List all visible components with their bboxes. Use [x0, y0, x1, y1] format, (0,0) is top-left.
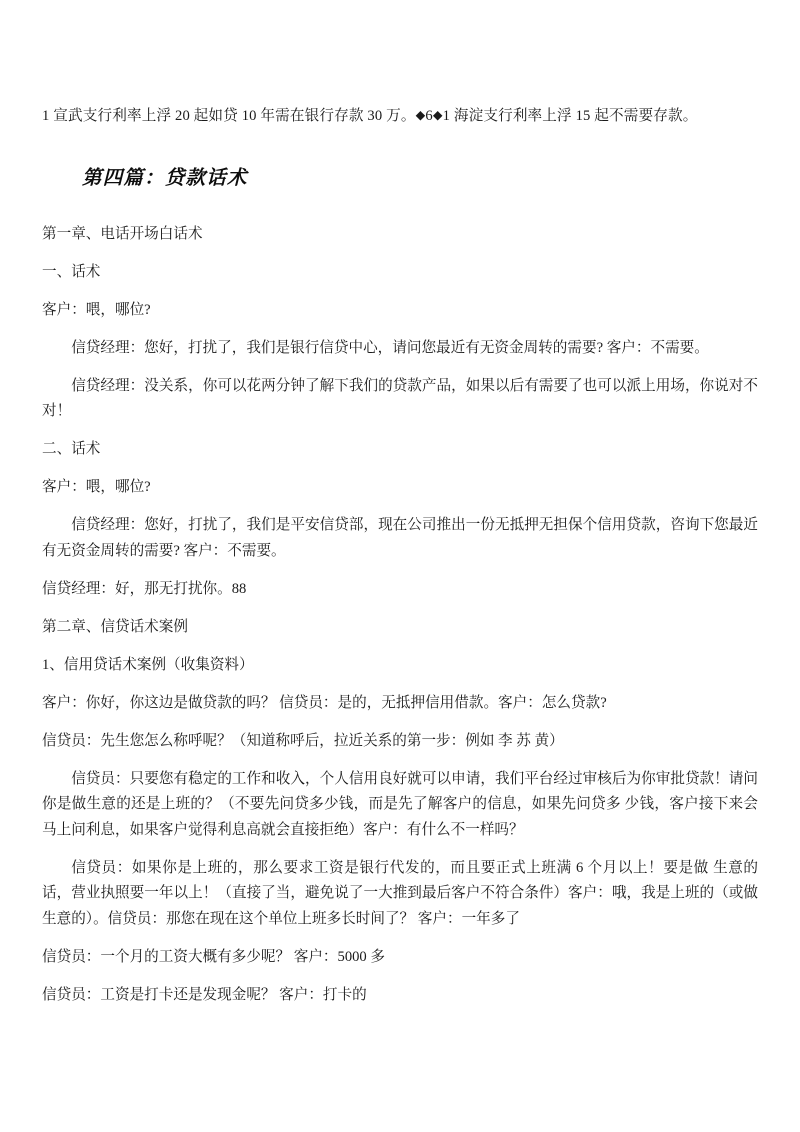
paragraph-dialogue-5: 信贷员：一个月的工资大概有多少呢？ 客户：5000 多 [42, 948, 385, 965]
paragraph-dialogue-1: 客户：你好，你这边是做贷款的吗？ 信贷员：是的，无抵押信用借款。客户：怎么贷款? [42, 694, 607, 711]
paragraph-dialogue-4: 信贷员：如果你是上班的，那么要求工资是银行代发的，而且要正式上班满 6 个月以上！要是做 生意的话，营业执照要一年以上！（直接了当，避免说了一大推到最后客户不符合条件）客户：哦，我是上班的（或做生意的）。信贷员：那您在现在这个单位上班多长时间了？ 客户：一年多了 [42, 859, 758, 927]
paragraph-manager-line-3: 信贷经理：您好，打扰了，我们是平安信贷部，现在公司推出一份无抵押无担保个信用贷款，咨询下您最近有无资金周转的需要? 客户：不需要。 [42, 517, 758, 559]
paragraph-customer-line-1: 客户：喂，哪位? [42, 301, 151, 318]
lead-text-before: 1 宣武支行利率上浮 20 起如贷 10 年需在银行存款 30 万。 [42, 108, 416, 124]
paragraph-script-one-heading: 一、话术 [42, 263, 101, 280]
document-content [42, 104, 758, 1008]
paragraph-chapter-1-heading: 第一章、电话开场白话术 [42, 225, 203, 242]
replacement-glyph-1: ◆ [415, 107, 426, 122]
paragraph-script-two-heading: 二、话术 [42, 441, 101, 457]
paragraph-manager-line-2: 信贷经理：没关系，你可以花两分钟了解下我们的贷款产品，如果以后有需要了也可以派上用场，你说对不对！ [42, 377, 758, 419]
body-paragraph-list [42, 222, 758, 1009]
paragraph-case-1-heading: 1、信用贷话术案例（收集资料） [42, 656, 254, 673]
paragraph-customer-line-2: 客户：喂，哪位? [42, 479, 151, 495]
paragraph-dialogue-6: 信贷员：工资是打卡还是发现金呢？ 客户：打卡的 [42, 986, 367, 1003]
paragraph-manager-line-1: 信贷经理：您好，打扰了，我们是银行信贷中心，请问您最近有无资金周转的需要? 客户：不需要。 [71, 339, 709, 356]
paragraph-dialogue-2: 信贷员：先生您怎么称呼呢？（知道称呼后，拉近关系的第一步：例如 李 苏 黄） [42, 732, 564, 749]
page-title: 第四篇：贷款话术 [82, 167, 248, 189]
paragraph-dialogue-3: 信贷员：只要您有稳定的工作和收入，个人信用良好就可以申请，我们平台经过审核后为你审批贷款！请问你是做生意的还是上班的？（不要先问贷多少钱，而是先了解客户的信息，如果先问贷多 少钱，客户接下来会马上问利息，如果客户觉得利息高就会直接拒绝）客户：有什么不一样吗？ [42, 770, 758, 838]
spacer-after-title [42, 192, 758, 222]
lead-text-mid: 6 [425, 108, 433, 124]
lead-text-after: 1 海淀支行利率上浮 15 起不需要存款。 [442, 108, 698, 124]
spacer-after-lead [42, 130, 758, 166]
paragraph-chapter-2-heading: 第二章、信贷话术案例 [42, 618, 188, 635]
lead-paragraph [42, 104, 758, 130]
paragraph-manager-line-4: 信贷经理：好，那无打扰你。88 [42, 580, 247, 597]
replacement-glyph-2: ◆ [432, 107, 443, 122]
